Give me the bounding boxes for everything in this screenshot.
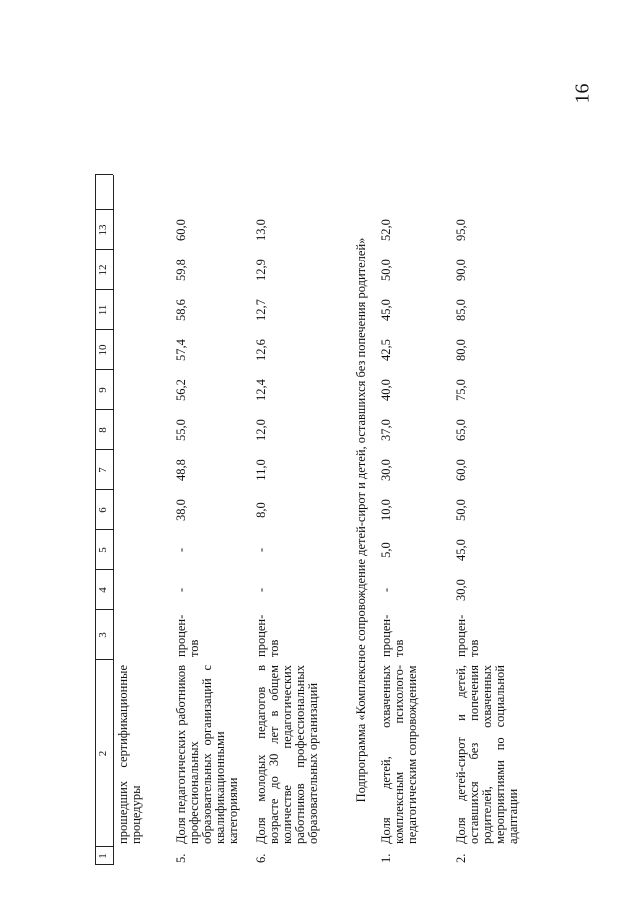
row-value: 57,4 bbox=[174, 339, 188, 361]
row-value: - bbox=[254, 587, 268, 593]
header-col-4: 4 bbox=[97, 587, 109, 593]
row-number: 1. bbox=[379, 853, 393, 863]
header-col-11: 11 bbox=[97, 304, 109, 316]
row-value: 52,0 bbox=[379, 219, 393, 241]
row-value: 11,0 bbox=[254, 459, 268, 481]
row-value: - bbox=[174, 547, 188, 553]
row-value: 50,0 bbox=[379, 259, 393, 281]
row-description: Доля молодых педагогов в возрасте до 30 лет в общем количестве педагогических работников профессиональных образовательных организаций bbox=[254, 665, 320, 844]
row-value: 56,2 bbox=[174, 379, 188, 401]
row-value: 5,0 bbox=[379, 542, 393, 558]
row-value: 95,0 bbox=[454, 219, 468, 241]
header-bottom-line bbox=[113, 175, 114, 865]
row-value: 8,0 bbox=[254, 502, 268, 518]
subprogram-heading: Подпрограмма «Комплексное сопровождение детей-сирот и детей, оставшихся без попечения родителей» bbox=[354, 237, 368, 803]
row-value: 12,9 bbox=[254, 259, 268, 281]
row-value: 60,0 bbox=[454, 459, 468, 481]
row-value: - bbox=[379, 587, 393, 593]
row-description: Доля детей, охваченных комплексным психолого-педагогическим сопровождением bbox=[379, 665, 419, 844]
header-col-3: 3 bbox=[97, 632, 109, 638]
header-col-7: 7 bbox=[97, 467, 109, 473]
row-unit: процен-тов bbox=[454, 614, 481, 657]
row-value: 75,0 bbox=[454, 379, 468, 401]
row-value: 12,6 bbox=[254, 339, 268, 361]
row-value: 30,0 bbox=[379, 459, 393, 481]
row-value: 85,0 bbox=[454, 299, 468, 321]
row-value: 12,4 bbox=[254, 379, 268, 401]
header-col-5: 5 bbox=[97, 547, 109, 553]
row-value: 12,0 bbox=[254, 419, 268, 441]
row-value: 50,0 bbox=[454, 499, 468, 521]
row-value: 65,0 bbox=[454, 419, 468, 441]
header-top-line bbox=[95, 175, 96, 865]
row-value: 40,0 bbox=[379, 379, 393, 401]
row-unit: процен-тов bbox=[379, 614, 406, 657]
row-description: Доля детей-сирот и детей, оставшихся без попечения родителей, охваченных мероприятиями по социальной адаптации bbox=[454, 665, 520, 844]
table bbox=[95, 105, 555, 865]
row-value: 59,8 bbox=[174, 259, 188, 281]
row-description: Доля педагогических работников профессиональных образовательных организаций с квалификационными категориями bbox=[174, 665, 240, 844]
row-value: 37,0 bbox=[379, 419, 393, 441]
header-col-13: 13 bbox=[97, 224, 109, 236]
row-value: 60,0 bbox=[174, 219, 188, 241]
row-value: 80,0 bbox=[454, 339, 468, 361]
row-value: 58,6 bbox=[174, 299, 188, 321]
row-unit: процен-тов bbox=[254, 614, 281, 657]
row-value: 48,8 bbox=[174, 459, 188, 481]
row-value: 12,7 bbox=[254, 299, 268, 321]
header-col-1: 1 bbox=[97, 853, 109, 859]
row-value: 10,0 bbox=[379, 499, 393, 521]
row-unit: процен-тов bbox=[174, 614, 201, 657]
header-col-12: 12 bbox=[97, 264, 109, 276]
header-col-sep bbox=[95, 174, 113, 175]
row-number: 2. bbox=[454, 853, 468, 863]
row-number: 6. bbox=[254, 853, 268, 863]
header-col-6: 6 bbox=[97, 507, 109, 513]
header-col-9: 9 bbox=[97, 387, 109, 393]
row-value: 90,0 bbox=[454, 259, 468, 281]
row-number: 5. bbox=[174, 853, 188, 863]
page-number: 16 bbox=[571, 83, 594, 104]
header-col-8: 8 bbox=[97, 427, 109, 433]
row-value: 45,0 bbox=[379, 299, 393, 321]
row-value: 30,0 bbox=[454, 579, 468, 601]
header-col-2: 2 bbox=[97, 750, 109, 757]
row-value: 38,0 bbox=[174, 499, 188, 521]
row-description: прошедших сертификационные процедуры bbox=[116, 665, 143, 844]
row-value: 55,0 bbox=[174, 419, 188, 441]
header-col-10: 10 bbox=[97, 344, 109, 356]
row-value: - bbox=[174, 587, 188, 593]
row-value: 45,0 bbox=[454, 539, 468, 561]
row-value: 13,0 bbox=[254, 219, 268, 241]
row-value: - bbox=[254, 547, 268, 553]
row-value: 42,5 bbox=[379, 339, 393, 361]
